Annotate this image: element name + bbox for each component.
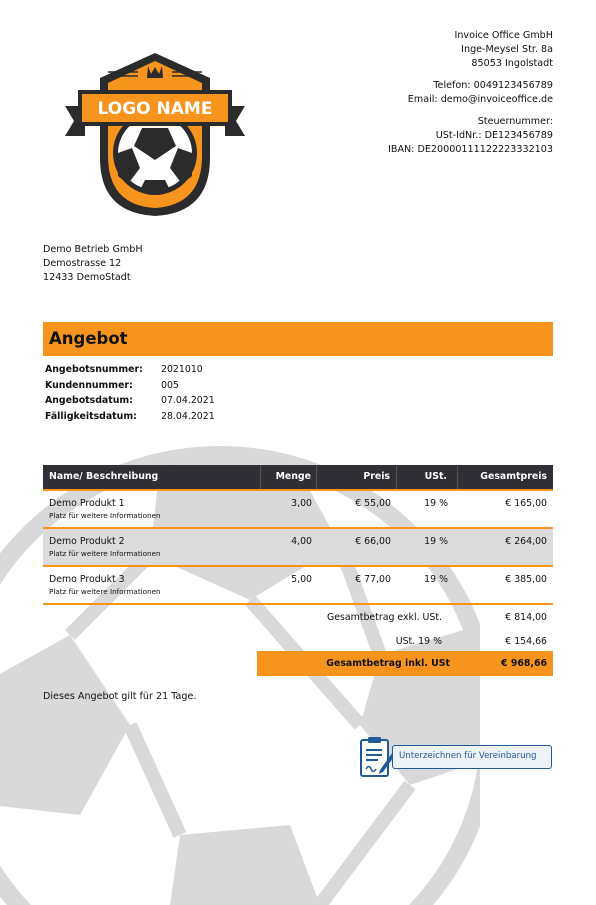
- meta-row: [45, 393, 215, 409]
- net-total-value: € 814,00: [505, 611, 547, 623]
- gross-total-value: € 968,66: [501, 658, 547, 669]
- gross-total-label: Gesamtbetrag inkl. USt: [326, 658, 450, 669]
- item-description: Platz für weitere Informationen: [49, 549, 161, 558]
- meta-row: [45, 378, 215, 394]
- recipient-address: [43, 243, 143, 285]
- item-name: Demo Produkt 1: [49, 498, 125, 509]
- item-name: Demo Produkt 2: [49, 536, 125, 547]
- item-price: € 77,00: [355, 574, 391, 585]
- recipient-name: Demo Betrieb GmbH: [43, 244, 143, 255]
- column-header-vat: USt.: [397, 465, 458, 489]
- gross-total-row: [257, 651, 553, 676]
- table-row: [43, 565, 553, 603]
- company-logo: [60, 48, 250, 218]
- net-total-label: Gesamtbetrag exkl. USt.: [326, 611, 442, 623]
- item-description: Platz für weitere Informationen: [49, 587, 161, 596]
- company-phone: Telefon: 0049123456789: [433, 80, 553, 91]
- meta-label: Kundennummer:: [45, 379, 133, 391]
- meta-label: Angebotsdatum:: [45, 395, 133, 406]
- document-title: Angebot: [49, 329, 128, 348]
- company-info: [388, 29, 553, 157]
- column-header-total: Gesamtpreis: [480, 471, 547, 482]
- column-header-name: Name/ Beschreibung: [43, 465, 261, 489]
- meta-value: 28.04.2021: [161, 410, 215, 422]
- recipient-street: Demostrasse 12: [43, 258, 122, 269]
- item-quantity: 3,00: [291, 498, 312, 509]
- net-total-row: [43, 605, 553, 629]
- item-price: € 66,00: [355, 536, 391, 547]
- company-email: Email: demo@invoiceoffice.de: [407, 94, 553, 105]
- sign-button-frame[interactable]: [392, 745, 552, 769]
- meta-row: [45, 409, 215, 425]
- item-name: Demo Produkt 3: [49, 574, 125, 585]
- item-description: Platz für weitere Informationen: [49, 511, 161, 520]
- logo-text: LOGO NAME: [97, 99, 213, 119]
- sign-agreement-button[interactable]: [358, 736, 554, 774]
- document-title-bar: [43, 322, 553, 356]
- table-row: [43, 489, 553, 527]
- item-price: € 55,00: [355, 498, 391, 509]
- vat-total-value: € 154,66: [505, 635, 547, 647]
- item-quantity: 5,00: [291, 574, 312, 585]
- company-tax-label: Steuernummer:: [477, 116, 553, 127]
- item-vat: 19 %: [424, 536, 448, 547]
- column-header-quantity: Menge: [261, 465, 317, 489]
- table-header: [43, 465, 553, 489]
- meta-value: 07.04.2021: [161, 395, 215, 406]
- meta-label: Angebotsnummer:: [45, 364, 143, 375]
- sign-button-label[interactable]: Unterzeichnen für Vereinbarung: [399, 751, 537, 761]
- table-row: [43, 527, 553, 565]
- company-vat-id: USt-IdNr.: DE123456789: [435, 130, 553, 141]
- item-total: € 264,00: [505, 536, 547, 547]
- item-total: € 165,00: [505, 498, 547, 509]
- company-name: Invoice Office GmbH: [454, 30, 553, 41]
- column-header-price: Preis: [317, 465, 397, 489]
- item-total: € 385,00: [505, 574, 547, 585]
- validity-note: Dieses Angebot gilt für 21 Tage.: [43, 691, 197, 702]
- meta-row: [45, 362, 215, 378]
- item-vat: 19 %: [424, 498, 448, 509]
- document-meta: [45, 362, 215, 424]
- item-vat: 19 %: [424, 574, 448, 585]
- company-street: Inge-Meysel Str. 8a: [461, 44, 553, 55]
- vat-total-row: [43, 629, 553, 653]
- line-items-table: [43, 465, 553, 653]
- meta-label: Fälligkeitsdatum:: [45, 410, 137, 422]
- recipient-city: 12433 DemoStadt: [43, 272, 131, 283]
- vat-total-label: USt. 19 %: [395, 635, 442, 647]
- company-city: 85053 Ingolstadt: [471, 58, 553, 69]
- company-iban: IBAN: DE20000111122223332103: [388, 144, 553, 155]
- item-quantity: 4,00: [291, 536, 312, 547]
- meta-value: 005: [161, 379, 179, 391]
- meta-value: 2021010: [161, 364, 203, 375]
